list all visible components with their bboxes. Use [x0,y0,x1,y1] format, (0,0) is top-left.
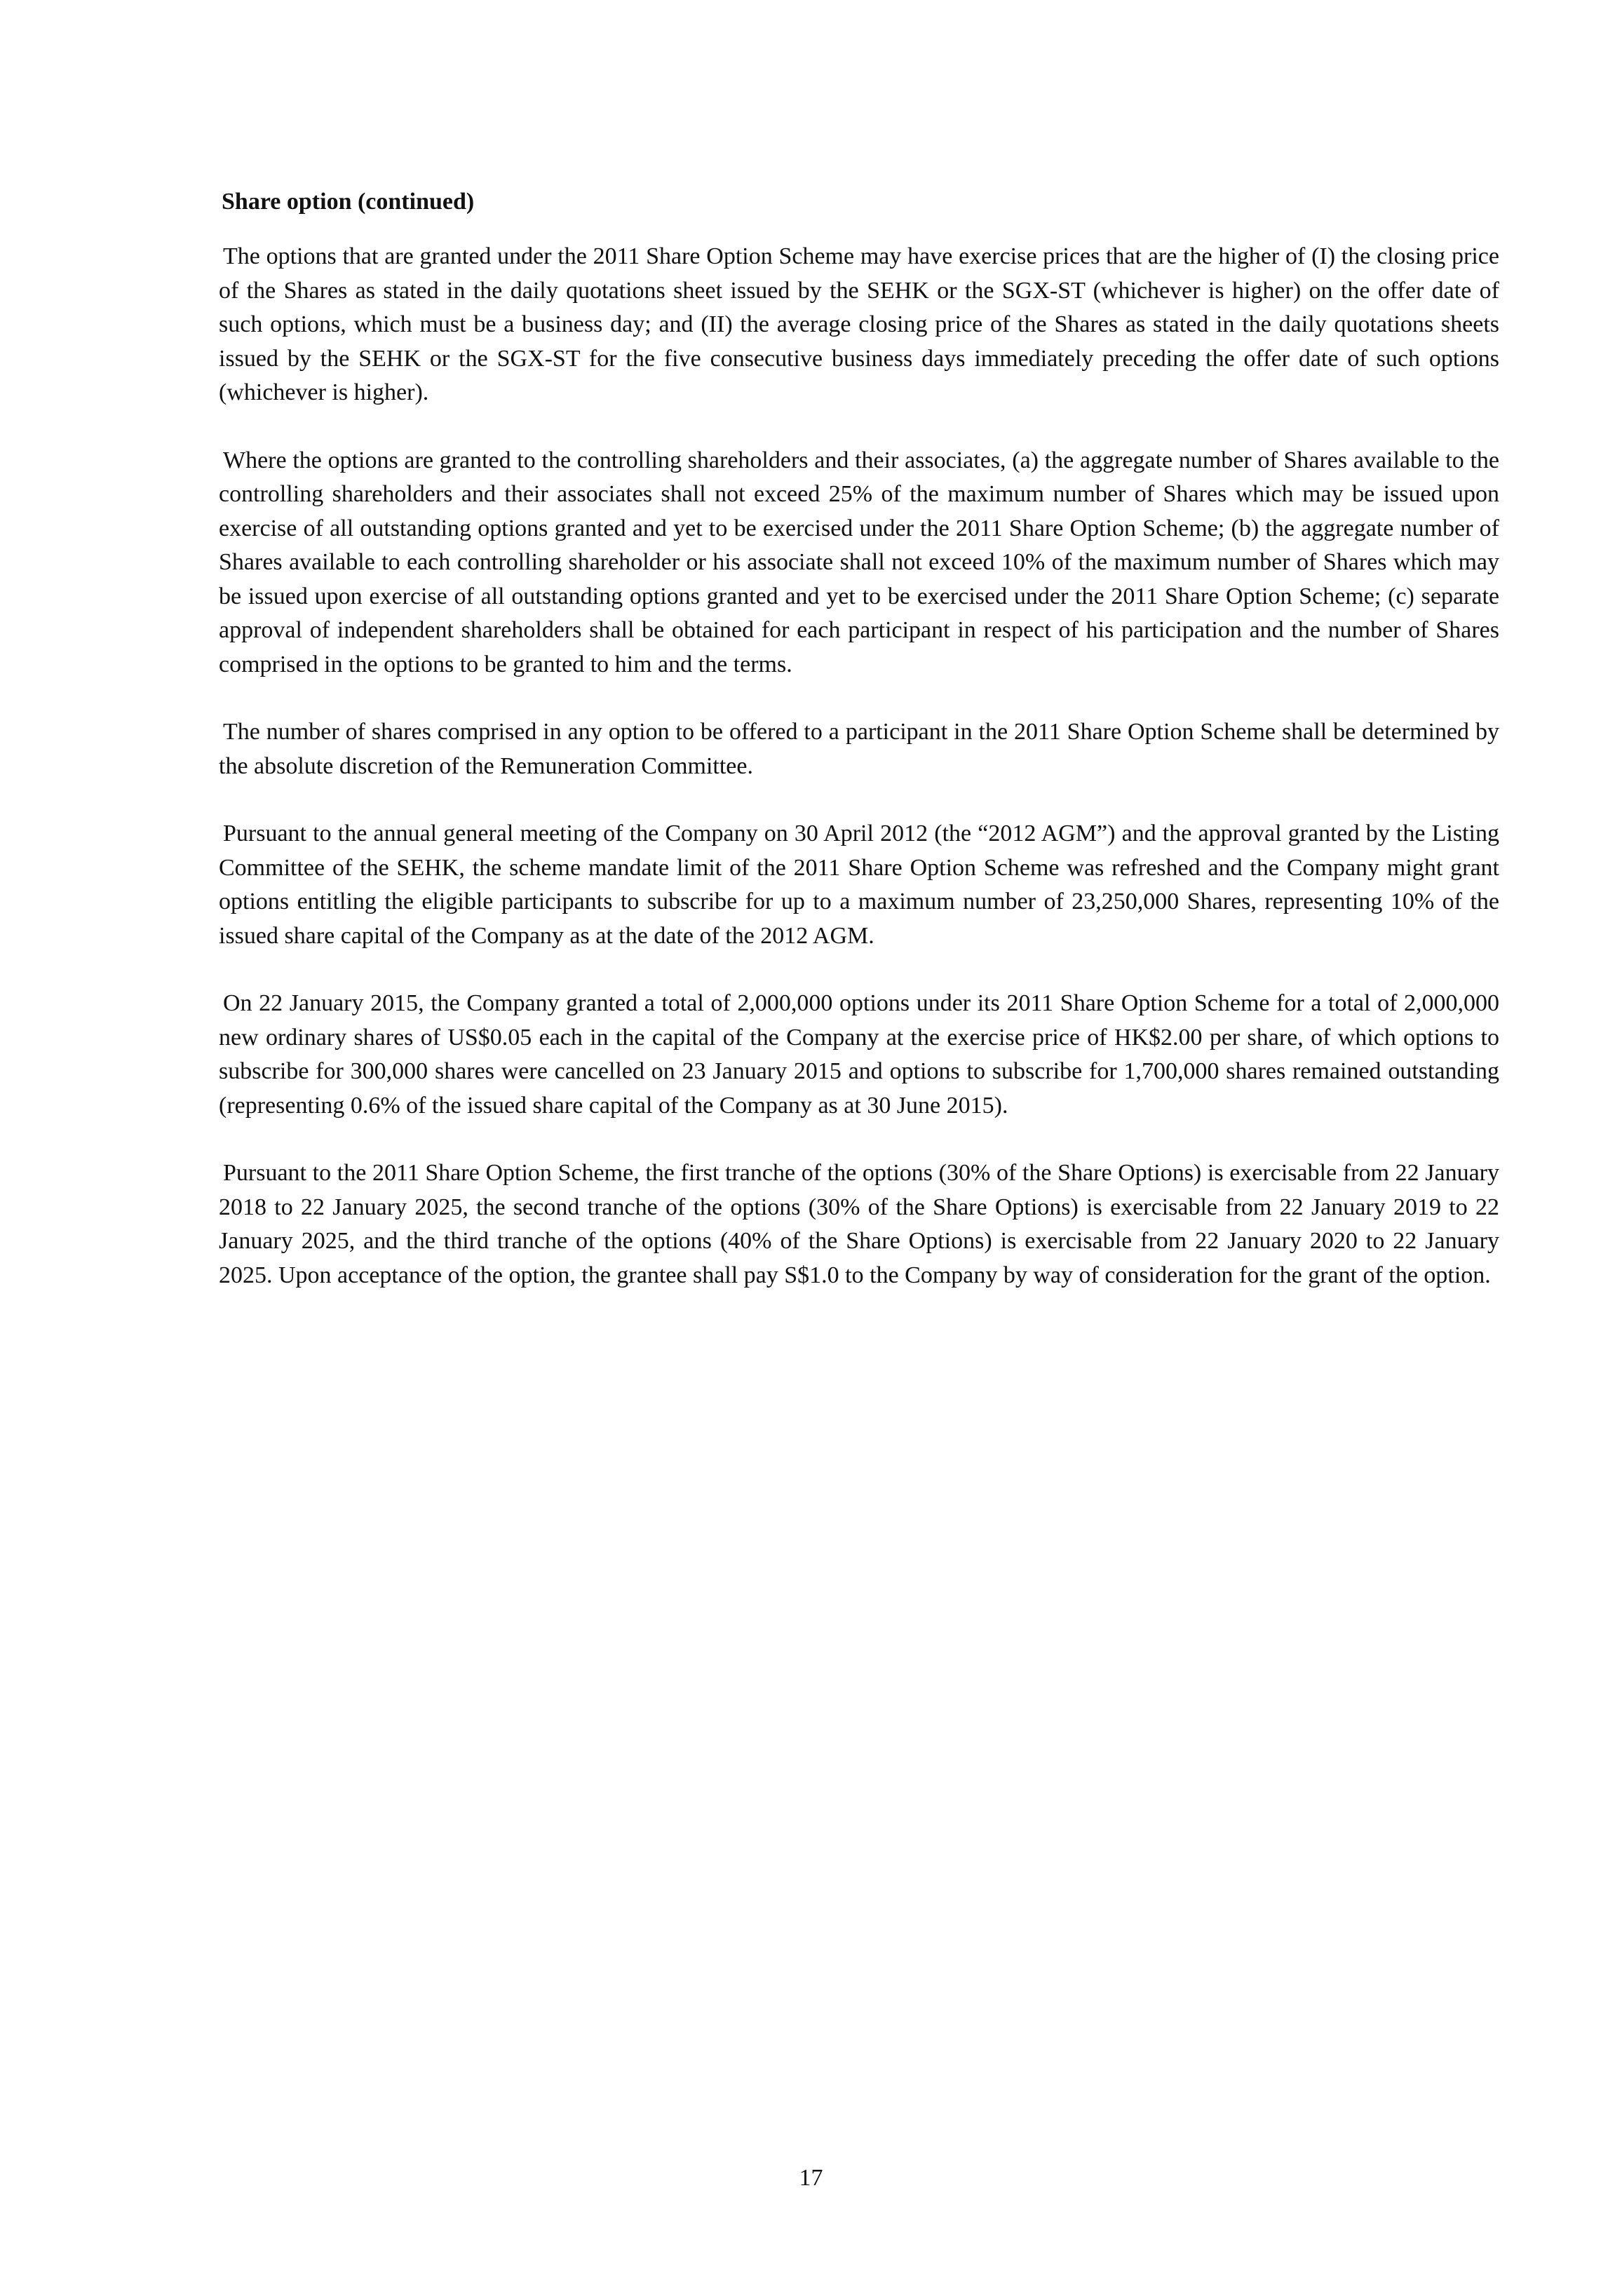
section-heading: Share option (continued) [222,189,475,215]
page-number: 17 [799,2165,823,2191]
paragraph-tranches: Pursuant to the 2011 Share Option Scheme, the first tranche of the options (30% of the Share Options) is exercisable from 22 January 2018 to 22 January 2025, the second tranche of the options (30% of the Share Options) is exercisable from 22 January 2019 to 22 January 2025, and the third tranche of the options (40% of the Share Options) is exercisable from 22 January 2020 to 22 January 2025. Upon acceptance of the option, the grantee shall pay S$1.0 to the Company by way of consideration for the grant of the option. [219,1160,1499,1288]
paragraph-exercise-price: The options that are granted under the 2011 Share Option Scheme may have exercise prices that are the higher of (I) the closing price of the Shares as stated in the daily quotations sheet issued by the SEHK or the SGX-ST (whichever is higher) on the offer date of such options, which must be a business day; and (II) the average closing price of the Shares as stated in the daily quotations sheets issued by the SEHK or the SGX-ST for the five consecutive business days immediately preceding the offer date of such options (whichever is higher). [219,243,1499,405]
paragraph-remuneration-committee: The number of shares comprised in any option to be offered to a participant in the 2011 Share Option Scheme shall be determined by the absolute discretion of the Remuneration Committee. [219,719,1499,779]
paragraph-grant-2015: On 22 January 2015, the Company granted a total of 2,000,000 options under its 2011 Share Option Scheme for a total of 2,000,000 new ordinary shares of US$0.05 each in the capital of the Company at the exercise price of HK$2.00 per share, of which options to subscribe for 300,000 shares were cancelled on 23 January 2015 and options to subscribe for 1,700,000 shares remained outstanding (representing 0.6% of the issued share capital of the Company as at 30 June 2015). [219,990,1499,1119]
document-body [219,185,1499,1326]
paragraph-controlling-shareholders: Where the options are granted to the controlling shareholders and their associates, (a) the aggregate number of Shares available to the controlling shareholders and their associates shall not exceed 25% of the maximum number of Shares which may be issued upon exercise of all outstanding options granted and yet to be exercised under the 2011 Share Option Scheme; (b) the aggregate number of Shares available to each controlling shareholder or his associate shall not exceed 10% of the maximum number of Shares which may be issued upon exercise of all outstanding options granted and yet to be exercised under the 2011 Share Option Scheme; (c) separate approval of independent shareholders shall be obtained for each participant in respect of his participation and the number of Shares comprised in the options to be granted to him and the terms. [219,447,1499,677]
paragraph-scheme-mandate: Pursuant to the annual general meeting of the Company on 30 April 2012 (the “2012 AGM”) and the approval granted by the Listing Committee of the SEHK, the scheme mandate limit of the 2011 Share Option Scheme was refreshed and the Company might grant options entitling the eligible participants to subscribe for up to a maximum number of 23,250,000 Shares, representing 10% of the issued share capital of the Company as at the date of the 2012 AGM. [219,821,1499,949]
